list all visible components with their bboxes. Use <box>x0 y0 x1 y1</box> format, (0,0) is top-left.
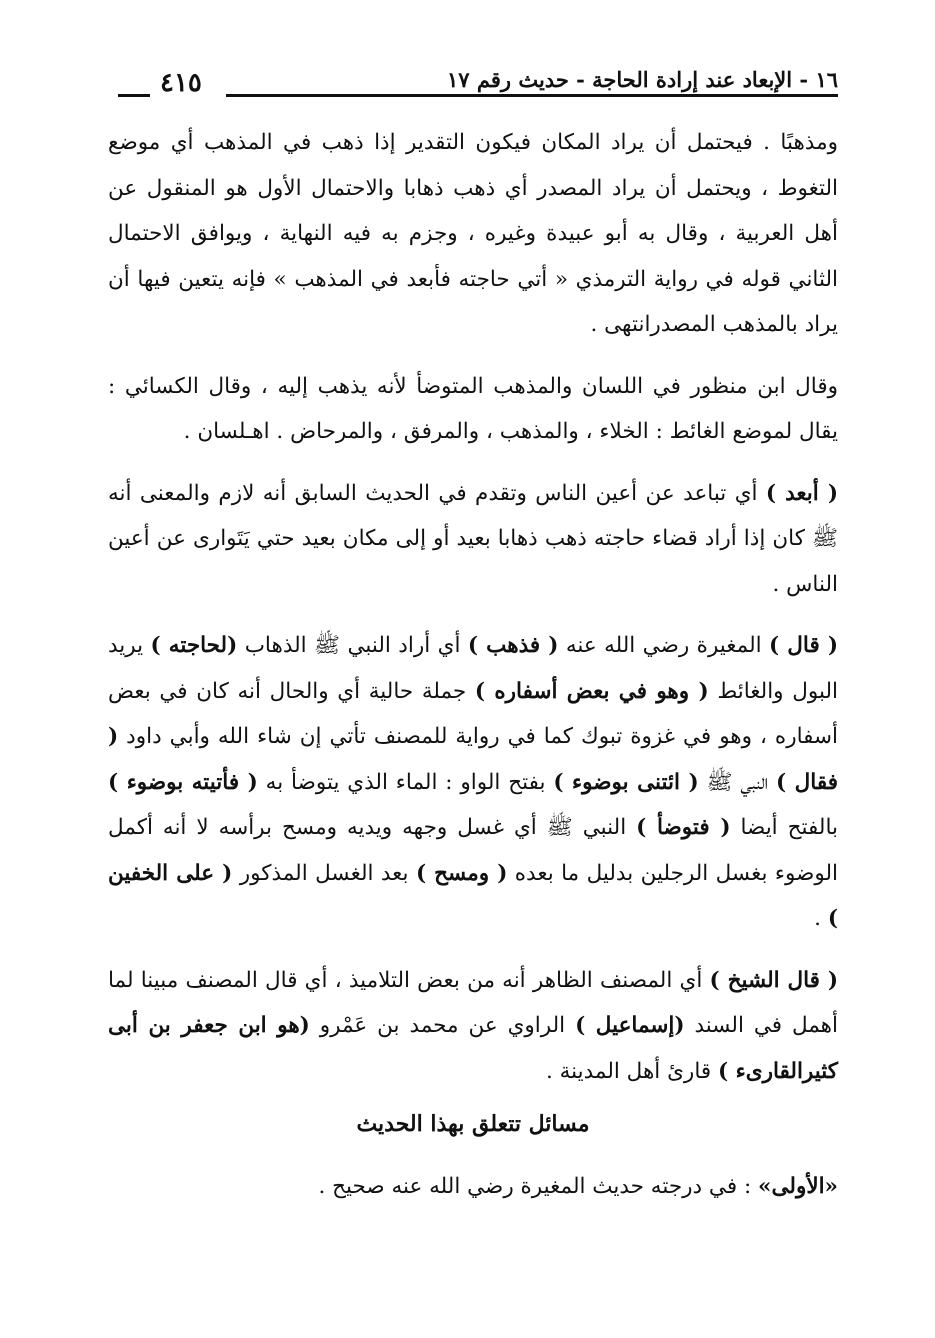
paragraph <box>108 471 838 608</box>
header-rule-right <box>226 94 838 97</box>
paragraph <box>108 623 838 942</box>
text-run: بالفتح أيضا <box>730 815 838 840</box>
bold-term: ( قال الشيخ ) <box>709 967 838 993</box>
text-run: أي أراد النبي ﷺ الذهاب <box>237 633 468 658</box>
page <box>108 40 839 1199</box>
text-run: بفتح الواو : الماء الذي يتوضأ به <box>257 769 554 795</box>
text-run: أي المصنف الظاهر أنه من بعض التلاميذ ، أي قال المصنف مبينا لما أهمل في السند <box>108 967 838 1038</box>
page-body <box>108 120 838 1209</box>
bold-term: ( فتوضأ ) <box>636 815 731 840</box>
paragraph <box>108 1164 838 1210</box>
text-run: قارئ أهل المدينة . <box>545 1058 718 1084</box>
paragraph <box>108 364 838 455</box>
text-run: . <box>814 906 828 931</box>
bold-term: ( ومسح ) <box>415 860 508 886</box>
bold-term: ( فقال ) <box>108 724 839 795</box>
text-run: أي تباعد عن أعين الناس وتقدم في الحديث السابق أنه لازم والمعنى أنه ﷺ كان إذا أراد قضاء حاجته ذهب ذهابا بعيد أو إلى مكان بعيد حتي يَتَوارى عن أعين الناس . <box>108 480 838 597</box>
bold-term: ( أبعد ) <box>765 480 838 506</box>
bold-term: ( ائتنى بوضوء ) <box>553 769 699 795</box>
text-run: وقال ابن منظور في اللسان والمذهب المتوضأ لأنه يذهب إليه ، وقال الكسائي : يقال لموضع الغائط : الخلاء ، والمذهب ، والمرفق ، والمرحاض . اهـلسان . <box>108 373 838 444</box>
text-run: جملة حالية أي والحال أنه كان في بعض أسفاره ، وهو في غزوة تبوك كما في رواية للمصنف تأتي إن شاء الله وأبي داود <box>108 678 838 749</box>
text-run: الراوي عن محمد بن عَمْرو <box>309 1013 576 1038</box>
page-number: ٤١٥ <box>160 68 202 98</box>
text-run: المغيرة رضي الله عنه <box>558 633 770 658</box>
paragraph <box>108 120 838 348</box>
bold-term: (إسماعيل ) <box>575 1013 685 1038</box>
text-run: ومذهبًا . فيحتمل أن يراد المكان فيكون التقدير إذا ذهب في المذهب أي موضع التغوط ، ويحتمل أن يراد المصدر أي ذهب ذهابا والاحتمال الأول هو المنقول عن أهل العربية ، وقال به أبو عبيدة وغيره ، وجزم به فيه النهاية ، ويوافق الاحتمال الثاني قوله في رواية الترمذي « أتي حاجته فأبعد في المذهب » فإنه يتعين فيها أن يراد بالمذهب المصدرانتهى . <box>108 130 838 337</box>
bold-term: ( قال ) <box>769 633 838 658</box>
bold-term: ( فأتيته بوضوء ) <box>108 769 258 795</box>
bold-term: (هو ابن جعفر بن أبى كثيرالقارىء ) <box>108 1013 838 1084</box>
text-run: : في درجته حديث المغيرة رضي الله عنه صحيح . <box>318 1173 759 1199</box>
bold-term: «الأولى» <box>758 1173 838 1199</box>
text-run: يريد البول والغائط <box>108 633 838 704</box>
bold-term: ( وهو في بعض أسفاره ) <box>474 678 709 704</box>
paragraph <box>108 958 838 1095</box>
text-run: بعد الغسل المذكور <box>232 860 416 886</box>
header-title: ١٦ - الإبعاد عند إرادة الحاجة - حديث رقم ١٧ <box>447 67 838 92</box>
section-heading: مسائل تتعلق بهذا الحديث <box>356 1111 590 1137</box>
bold-term: ( فذهب ) <box>467 633 559 658</box>
header-rule-left <box>118 94 150 97</box>
text-run: النبي ﷺ أي غسل وجهه ويديه ومسح برأسه لا أنه أكمل الوضوء بغسل الرجلين بدليل ما بعده <box>108 815 838 886</box>
text-run: النبي ﷺ <box>698 769 776 795</box>
bold-term: ( على الخفين ) <box>108 860 838 931</box>
bold-term: (لحاجته ) <box>150 633 238 658</box>
running-header <box>108 40 838 98</box>
